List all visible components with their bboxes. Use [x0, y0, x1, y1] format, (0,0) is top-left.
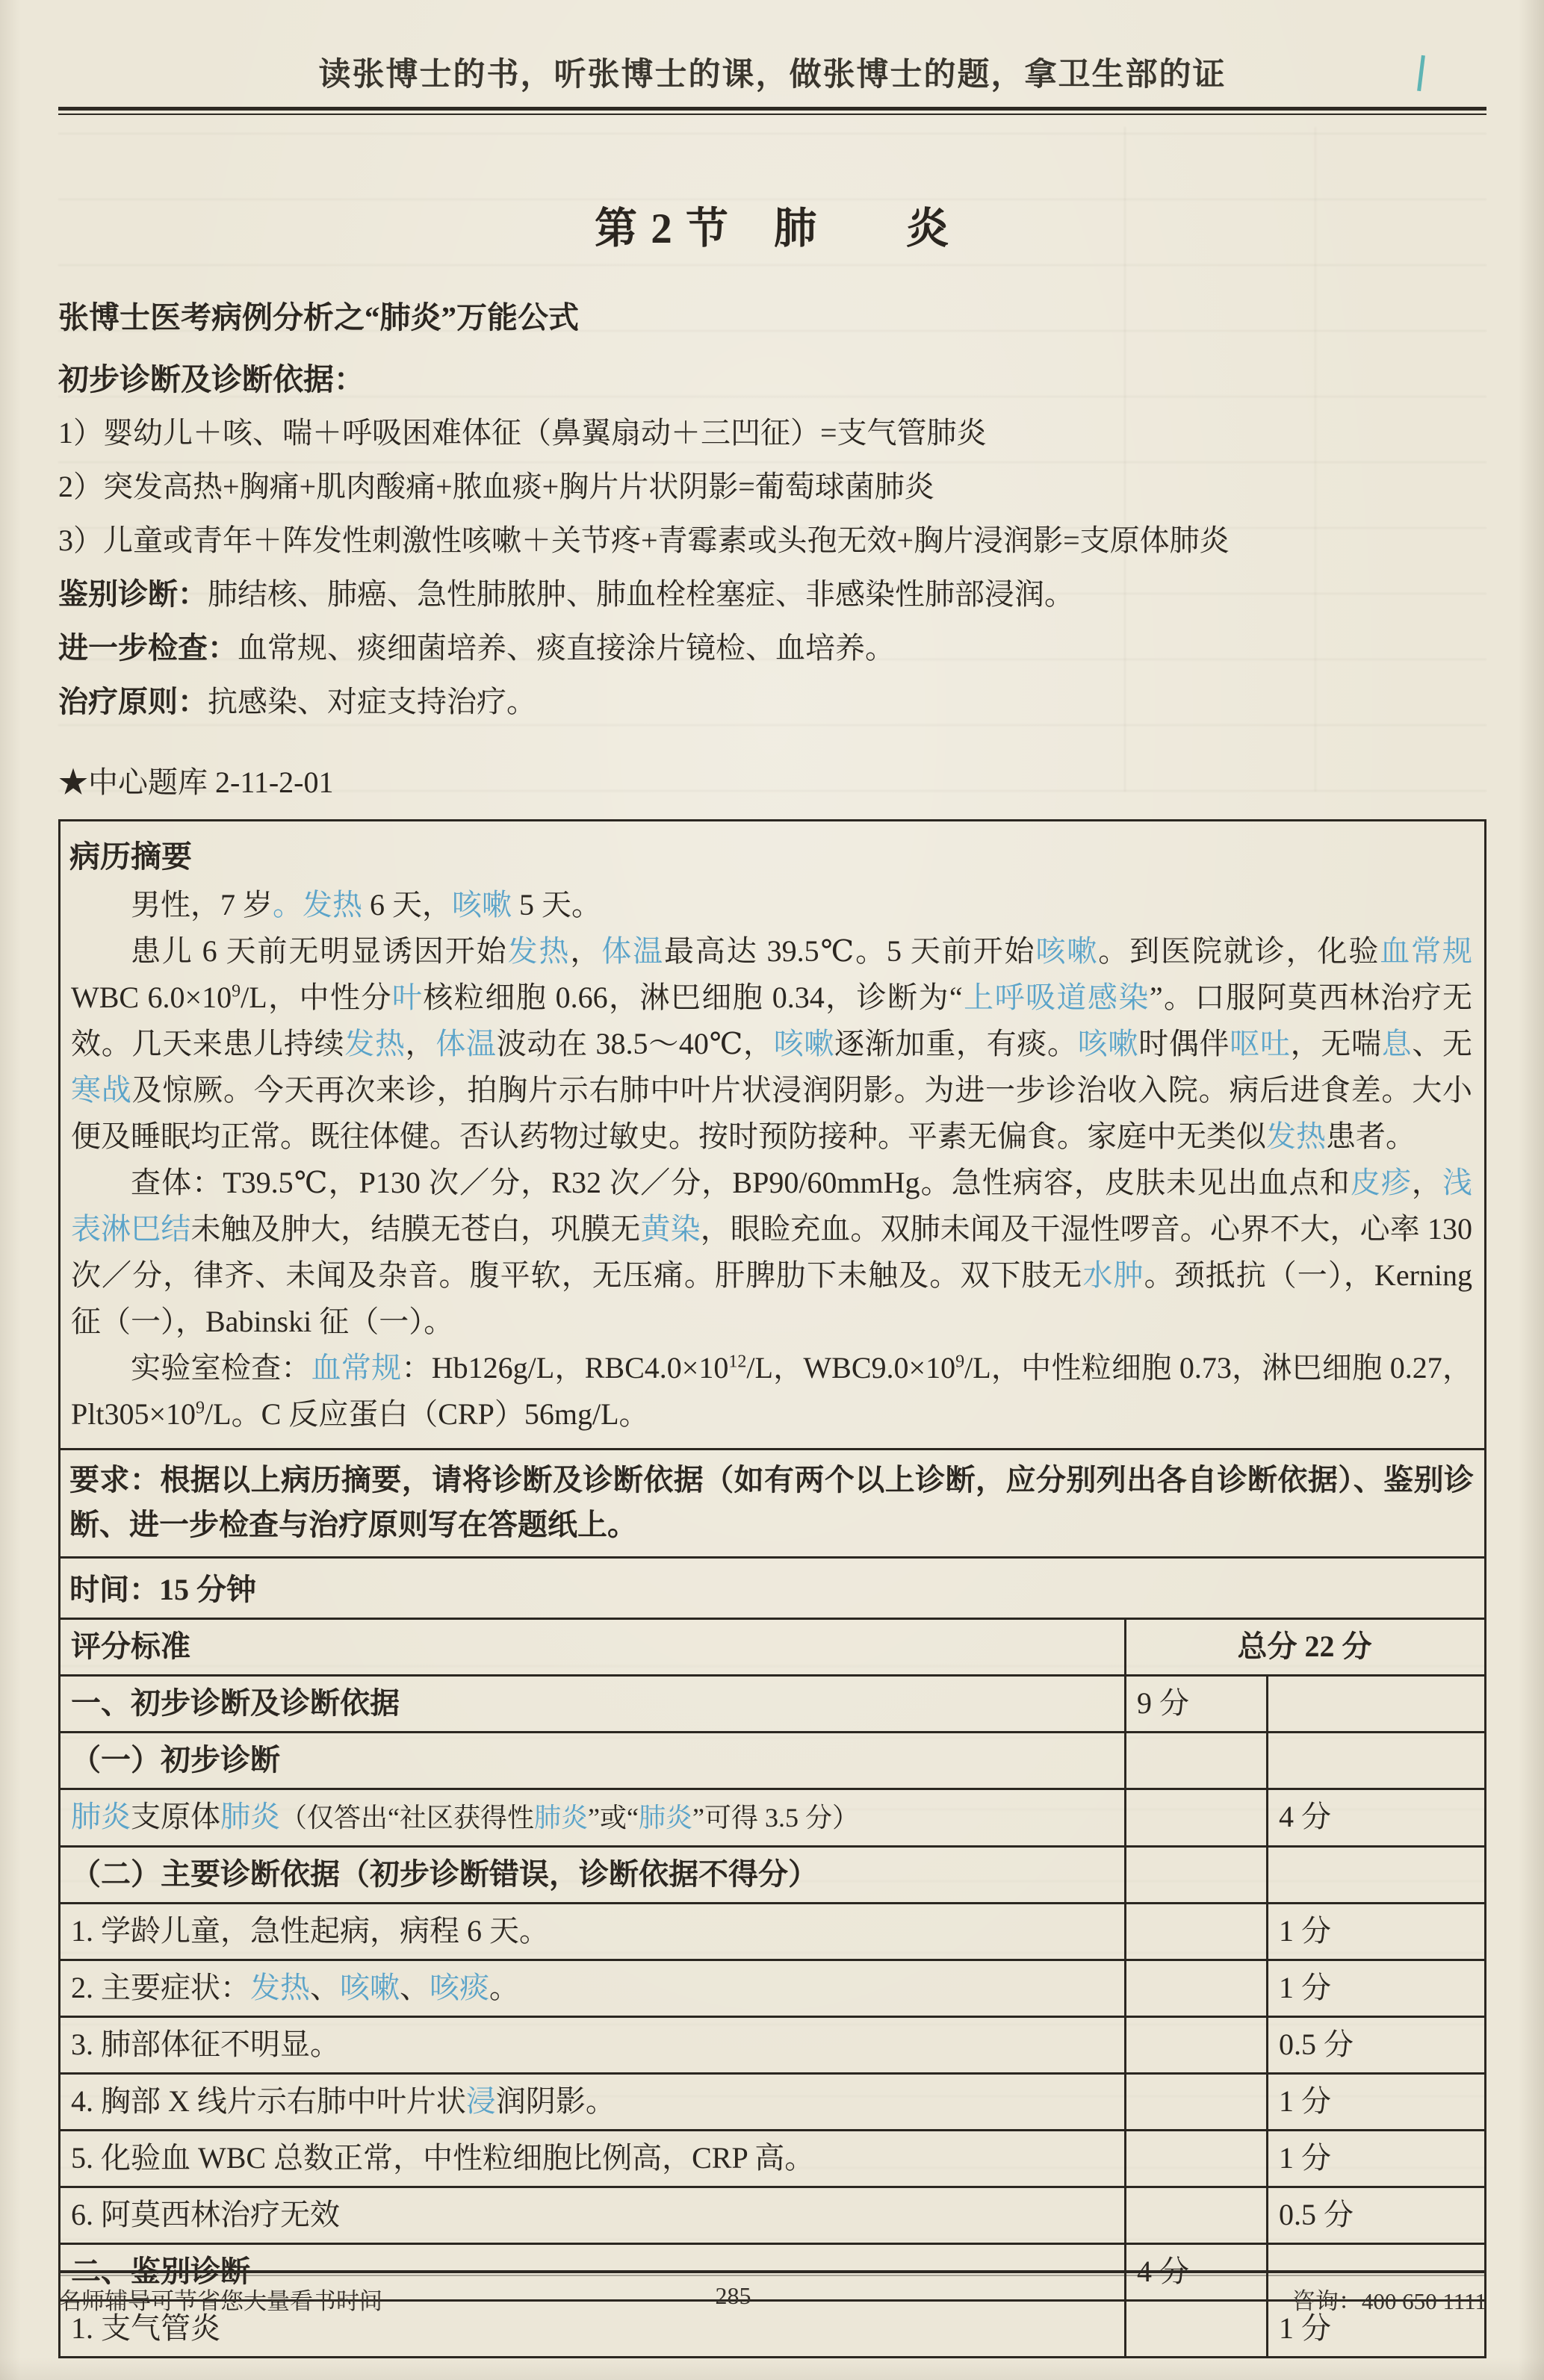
- score-row-item-score: [1266, 1731, 1484, 1788]
- score-row-desc: 2. 主要症状：发热、咳嗽、咳痰。: [61, 1959, 1124, 2016]
- score-row-item-score: [1266, 1845, 1484, 1902]
- score-row-desc: （二）主要诊断依据（初步诊断错误，诊断依据不得分）: [61, 1845, 1124, 1902]
- exam-time-limit: [61, 1556, 1484, 1618]
- line-text: 抗感染、对症支持治疗。: [208, 685, 536, 718]
- formula-heading: 张博士医考病例分析之“肺炎”万能公式: [58, 300, 579, 335]
- score-row-desc: 肺炎支原体肺炎（仅答出“社区获得性肺炎”或“肺炎”可得 3.5 分）: [61, 1788, 1124, 1845]
- case-summary-title: 病历摘要: [69, 839, 192, 874]
- score-row-desc: （一）初步诊断: [61, 1731, 1124, 1788]
- line-label: 进一步检查：: [58, 631, 238, 665]
- score-row-section-score: [1124, 1959, 1266, 2016]
- score-row-section-score: [1124, 1902, 1266, 1959]
- time-label: 时间：: [69, 1573, 159, 1606]
- score-row-desc: 3. 肺部体征不明显。: [61, 2016, 1124, 2072]
- score-row-desc: 4. 胸部 X 线片示右肺中叶片状浸润阴影。: [61, 2072, 1124, 2129]
- case-paragraph: 患儿 6 天前无明显诱因开始发热，体温最高达 39.5℃。5 天前开始咳嗽。到医院就诊，化验血常规 WBC $6.0\times 10^9/L$，中性分叶核粒细胞 0.66，淋巴细胞 0.34，诊断为“上呼吸道感染”。口服阿莫西林治疗无效。几天来患儿持续发热，体温波动在 38.5～40℃，咳嗽逐渐加重，有痰。咳嗽时偶伴呕吐，无喘息、无寒战及惊厥。今天再次来诊，拍胸片示右肺中叶片状浸润阴影。为进一步诊治收入院。病后进食差。大小便及睡眠均正常。既往体健。否认药物过敏史。按时预防接种。平素无偏食。家庭中无类似发热患者。: [71, 934, 1473, 1153]
- section-title: 第 2 节 肺 炎: [595, 205, 950, 252]
- question-bank-id: ★中心题库 2-11-2-01: [58, 765, 334, 799]
- score-row-desc: 二、鉴别诊断: [61, 2243, 1124, 2299]
- score-row-section-score: 9 分: [1124, 1674, 1266, 1731]
- score-row-desc: 5. 化验血 WBC 总数正常，中性粒细胞比例高，CRP 高。: [61, 2129, 1124, 2186]
- score-row-item-score: [1266, 1674, 1484, 1731]
- line-text: 肺结核、肺癌、急性肺脓肿、肺血栓栓塞症、非感染性肺部浸润。: [208, 577, 1074, 611]
- score-row-desc: 6. 阿莫西林治疗无效: [61, 2186, 1124, 2243]
- further-exam-line: [58, 629, 1486, 668]
- scoring-header-criteria: 评分标准: [71, 1629, 190, 1663]
- differential-diagnosis-line: [58, 575, 1486, 614]
- score-row-section-score: [1124, 1731, 1266, 1788]
- footer-left-text: 名师辅导可节省您大量看书时间: [58, 2288, 382, 2314]
- scoring-table: [61, 1618, 1484, 2356]
- score-row-section-score: [1124, 2072, 1266, 2129]
- score-row-section-score: [1124, 2129, 1266, 2186]
- line-label: 鉴别诊断：: [58, 577, 208, 611]
- score-row-item-score: 0.5 分: [1266, 2186, 1484, 2243]
- case-paragraph: 男性，7 岁。发热 6 天，咳嗽 5 天。: [131, 888, 601, 922]
- score-row-section-score: [1124, 1788, 1266, 1845]
- diagnosis-heading: 初步诊断及诊断依据：: [58, 362, 365, 397]
- case-paragraph: 实验室检查：血常规：Hb126g/L，$RBC4.0\times 10^{12}/L$，$WBC9.0\times 10^9/L$，中性粒细胞 0.73，淋巴细胞 0.27，$Plt305\times 10^9/L$。C 反应蛋白（CRP）56mg/L。: [71, 1351, 1473, 1431]
- score-row-item-score: 1 分: [1266, 1902, 1484, 1959]
- footer-contact: 咨询：400 650 1111: [1292, 2288, 1486, 2314]
- page-number: 285: [715, 2282, 751, 2309]
- requirement-label: 要求：: [69, 1463, 161, 1497]
- score-row-item-score: 1 分: [1266, 2299, 1484, 2356]
- score-row-section-score: [1124, 2186, 1266, 2243]
- header-double-rule: [58, 107, 1486, 115]
- score-row-item-score: 4 分: [1266, 1788, 1484, 1845]
- requirement-text: 根据以上病历摘要，请将诊断及诊断依据（如有两个以上诊断，应分别列出各自诊断依据）、鉴别诊断、进一步检查与治疗原则写在答题纸上。: [69, 1463, 1475, 1541]
- score-row-section-score: 4 分: [1124, 2243, 1266, 2299]
- time-value: 15 分钟: [159, 1573, 256, 1606]
- formula-line: 2）突发高热+胸痛+肌肉酸痛+脓血痰+胸片片状阴影=葡萄球菌肺炎: [58, 470, 934, 503]
- scoring-header-total: 总分 22 分: [1124, 1620, 1484, 1674]
- formula-line: 3）儿童或青年＋阵发性刺激性咳嗽＋关节疼+青霉素或头孢无效+胸片浸润影=支原体肺炎: [58, 523, 1230, 557]
- score-row-desc: 一、初步诊断及诊断依据: [61, 1674, 1124, 1731]
- line-label: 治疗原则：: [58, 685, 208, 718]
- line-text: 血常规、痰细菌培养、痰直接涂片镜检、血培养。: [238, 631, 895, 665]
- case-paragraph: 查体：T39.5℃，P130 次／分，R32 次／分，BP90/60mmHg。急性病容，皮肤未见出血点和皮疹，浅表淋巴结未触及肿大，结膜无苍白，巩膜无黄染，眼睑充血。双肺未闻及干湿性啰音。心界不大，心率 130 次／分，律齐、未闻及杂音。腹平软，无压痛。肝脾肋下未触及。双下肢无水肿。颈抵抗（一），Kerning 征（一），Babinski 征（一）。: [71, 1166, 1473, 1338]
- score-row-desc: 1. 支气管炎: [61, 2299, 1124, 2356]
- page-header-slogan: 读张博士的书，听张博士的课，做张博士的题，拿卫生部的证: [318, 58, 1227, 93]
- score-row-section-score: [1124, 2016, 1266, 2072]
- score-row-item-score: 1 分: [1266, 2129, 1484, 2186]
- score-row-item-score: 1 分: [1266, 1959, 1484, 2016]
- score-row-item-score: 1 分: [1266, 2072, 1484, 2129]
- case-summary: [61, 821, 1484, 1448]
- score-row-desc: 1. 学龄儿童，急性起病，病程 6 天。: [61, 1902, 1124, 1959]
- case-box: [58, 819, 1486, 2358]
- score-row-item-score: 0.5 分: [1266, 2016, 1484, 2072]
- score-row-section-score: [1124, 1845, 1266, 1902]
- formula-line: 1）婴幼儿＋咳、喘＋呼吸困难体征（鼻翼扇动＋三凹征）=支气管肺炎: [58, 416, 987, 450]
- page-footer: [58, 2270, 1486, 2316]
- exam-requirement: [61, 1448, 1484, 1556]
- treatment-principle-line: [58, 683, 1486, 721]
